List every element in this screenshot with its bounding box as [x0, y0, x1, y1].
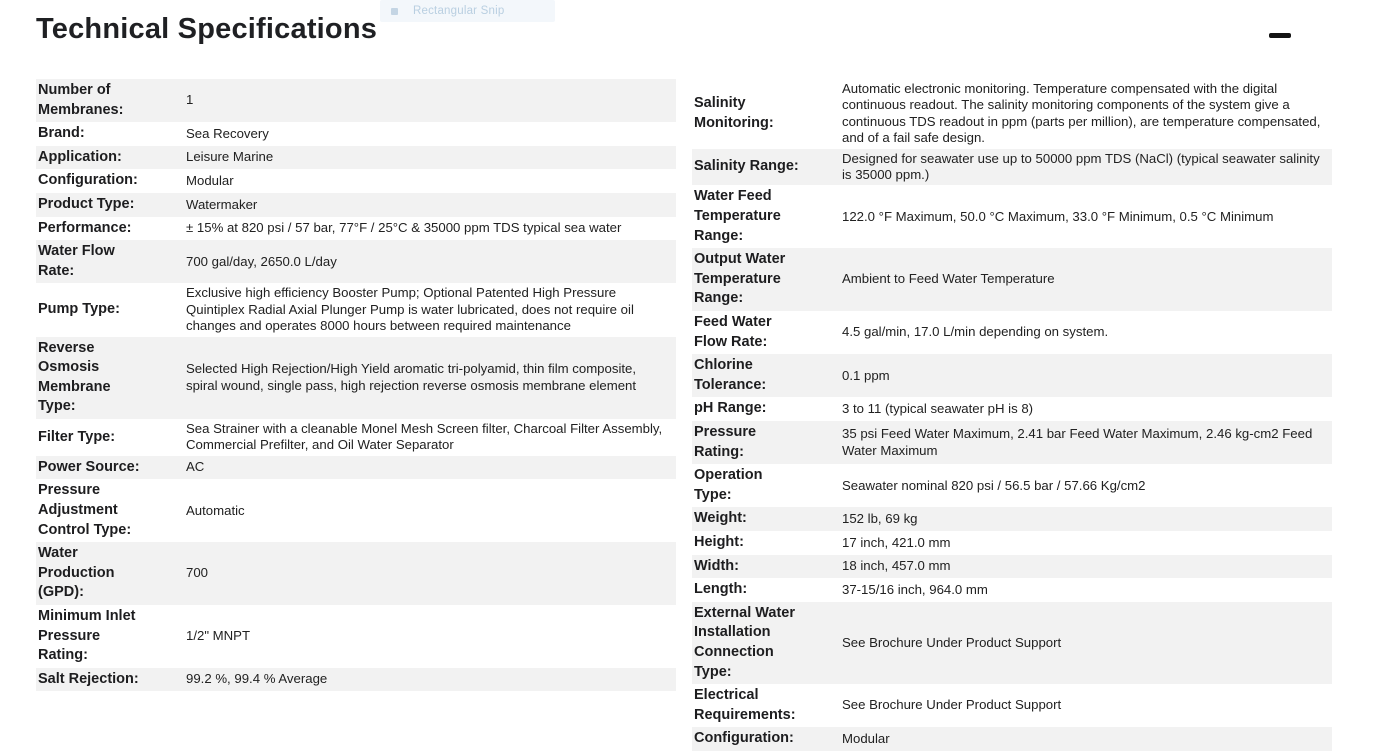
spec-label: Water Production (GPD): — [38, 545, 115, 601]
spec-value: ± 15% at 820 psi / 57 bar, 77°F / 25°C & 35000 ppm TDS typical sea water — [186, 220, 622, 236]
spec-label: Reverse Osmosis Membrane Type: — [38, 339, 111, 415]
spec-label: Output Water Temperature Range: — [694, 251, 786, 307]
table-row — [36, 146, 676, 170]
spec-label: Salinity Monitoring: — [694, 95, 774, 131]
spec-value: 700 gal/day, 2650.0 L/day — [186, 253, 337, 269]
table-row — [692, 727, 1332, 751]
spec-label: External Water Installation Connection Type: — [694, 604, 795, 680]
spec-value: See Brochure Under Product Support — [842, 697, 1062, 713]
spec-value: 700 — [186, 565, 209, 581]
spec-value: 4.5 gal/min, 17.0 L/min depending on system. — [842, 324, 1109, 340]
table-row — [36, 479, 676, 542]
table-row — [692, 311, 1332, 354]
spec-value: Seawater nominal 820 psi / 56.5 bar / 57.66 Kg/cm2 — [842, 477, 1146, 493]
spec-value: Exclusive high efficiency Booster Pump; Optional Patented High Pressure Quintiplex Radial Axial Plunger Pump is water lubricated, does not require oil changes and operates 8000 hours between required maintenance — [186, 285, 634, 334]
table-row — [36, 456, 676, 480]
spec-label: Minimum Inlet Pressure Rating: — [38, 607, 136, 664]
spec-label: Performance: — [38, 219, 132, 236]
spec-value: Automatic — [186, 502, 245, 518]
spec-value: 18 inch, 457.0 mm — [842, 558, 951, 574]
spec-label: Water Flow Rate: — [38, 243, 115, 279]
spec-label: Brand: — [38, 125, 85, 142]
spec-label: Water Feed Temperature Range: — [694, 188, 781, 244]
table-row — [36, 605, 676, 668]
spec-label: Product Type: — [38, 195, 135, 212]
spec-label: Chlorine Tolerance: — [694, 357, 767, 393]
spec-label: pH Range: — [694, 400, 767, 417]
spec-label: Height: — [694, 533, 744, 550]
spec-value: 1 — [186, 92, 194, 108]
spec-value: Ambient to Feed Water Temperature — [842, 271, 1055, 287]
spec-value: 35 psi Feed Water Maximum, 2.41 bar Feed Water Maximum, 2.46 kg-cm2 Feed Water Maximum — [842, 426, 1313, 458]
spec-value: 0.1 ppm — [842, 367, 890, 383]
table-row — [36, 337, 676, 419]
minus-icon — [1269, 33, 1291, 38]
table-row — [36, 668, 676, 692]
table-row — [692, 149, 1332, 186]
spec-value: 152 lb, 69 kg — [842, 510, 918, 526]
table-row — [692, 354, 1332, 397]
table-row — [692, 602, 1332, 684]
table-row — [36, 283, 676, 336]
table-row — [692, 464, 1332, 507]
table-row — [692, 531, 1332, 555]
table-row — [692, 507, 1332, 531]
table-row — [36, 419, 676, 456]
spec-value: Modular — [842, 730, 890, 746]
spec-label: Salinity Range: — [694, 158, 799, 175]
spec-label: Application: — [38, 148, 122, 165]
table-row — [692, 185, 1332, 248]
page-title: Technical Specifications — [36, 13, 378, 45]
spec-label: Configuration: — [694, 730, 794, 747]
table-row — [692, 421, 1332, 464]
table-row — [692, 79, 1332, 149]
spec-value: Modular — [186, 172, 234, 188]
table-row — [692, 248, 1332, 311]
spec-table-left — [36, 79, 676, 691]
spec-value: Watermaker — [186, 196, 258, 212]
table-row — [36, 240, 676, 283]
rectangular-snip-tooltip — [380, 0, 555, 22]
spec-value: Sea Recovery — [186, 125, 269, 141]
spec-value: Automatic electronic monitoring. Temperature compensated with the digital continuous readout. The salinity monitoring components of the system give a continuous TDS readout in ppm (parts per million), are temperature compensated, and of a fail safe design. — [842, 81, 1321, 146]
table-row — [36, 193, 676, 217]
table-row — [36, 217, 676, 241]
table-row — [692, 684, 1332, 727]
spec-value: 3 to 11 (typical seawater pH is 8) — [842, 400, 1034, 416]
spec-label: Filter Type: — [38, 428, 116, 445]
spec-value: 37-15/16 inch, 964.0 mm — [842, 581, 988, 597]
spec-value: AC — [186, 459, 205, 475]
spec-value: 99.2 %, 99.4 % Average — [186, 671, 328, 687]
spec-value: 17 inch, 421.0 mm — [842, 534, 951, 550]
spec-value: See Brochure Under Product Support — [842, 634, 1062, 650]
spec-value: 122.0 °F Maximum, 50.0 °C Maximum, 33.0 °F Minimum, 0.5 °C Minimum — [842, 208, 1274, 224]
spec-label: Weight: — [694, 510, 747, 527]
table-row — [36, 542, 676, 605]
spec-table-right — [692, 79, 1332, 751]
spec-label: Feed Water Flow Rate: — [694, 314, 772, 350]
spec-label: Number of Membranes: — [38, 82, 124, 118]
table-row — [36, 79, 676, 122]
snip-icon — [391, 8, 398, 15]
spec-value: Selected High Rejection/High Yield aromatic tri-polyamid, thin film composite, spiral wound, single pass, high rejection reverse osmosis membrane element — [186, 361, 637, 393]
snip-tooltip-label: Rectangular Snip — [413, 5, 505, 17]
spec-label: Operation Type: — [694, 467, 763, 503]
table-row — [36, 122, 676, 146]
spec-label: Electrical Requirements: — [694, 687, 796, 723]
collapse-section-button[interactable] — [1264, 26, 1296, 44]
spec-value: Sea Strainer with a cleanable Monel Mesh Screen filter, Charcoal Filter Assembly, Commercial Prefilter, and Oil Water Separator — [186, 420, 663, 453]
table-row — [692, 578, 1332, 602]
spec-label: Length: — [694, 581, 748, 598]
spec-value: Designed for seawater use up to 50000 ppm TDS (NaCl) (typical seawater salinity is 35000 ppm.) — [842, 150, 1320, 183]
spec-label: Configuration: — [38, 172, 138, 189]
spec-label: Power Source: — [38, 458, 140, 475]
spec-label: Pump Type: — [38, 301, 120, 318]
spec-value: 1/2" MNPT — [186, 628, 251, 644]
table-row — [36, 169, 676, 193]
spec-label: Pressure Adjustment Control Type: — [38, 482, 132, 538]
spec-label: Pressure Rating: — [694, 423, 757, 460]
table-row — [692, 555, 1332, 579]
spec-label: Salt Rejection: — [38, 670, 139, 687]
spec-label: Width: — [694, 557, 739, 574]
table-row — [692, 397, 1332, 421]
spec-value: Leisure Marine — [186, 149, 274, 165]
